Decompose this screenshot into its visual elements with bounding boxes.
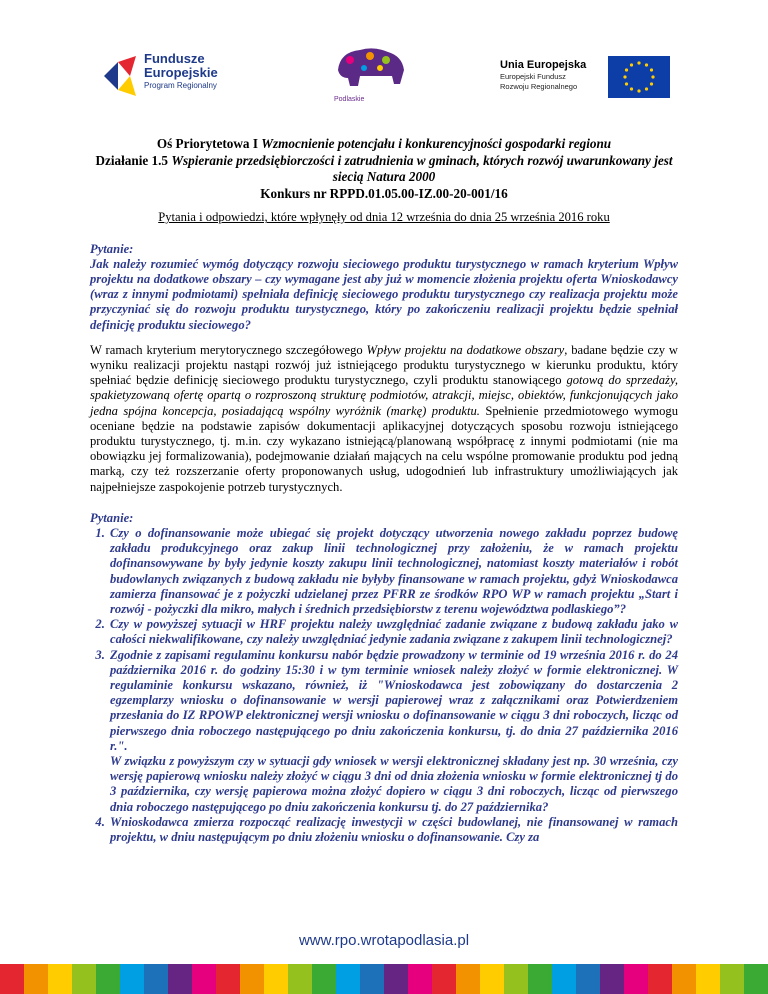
stripe-segment <box>360 964 384 994</box>
stripe-segment <box>48 964 72 994</box>
stripe-segment <box>336 964 360 994</box>
podlaskie-caption: Podlaskie <box>334 96 365 103</box>
stripe-segment <box>240 964 264 994</box>
stripe-segment <box>744 964 768 994</box>
stripe-segment <box>72 964 96 994</box>
question-text: Jak należy rozumieć wymóg dotyczący rozwoju sieciowego produktu turystycznego w ramach kryterium Wpływ projektu na dodatkowe obszary – czy wymagane jest aby już w momencie złożenia projektu oferta Wnioskodawcy (wraz z innymi podmiotami) spełniała definicję sieciowego produktu turystycznego czy realizacja projektu może przyczyniać się do rozwoju produktu turystycznego, który po zakończeniu realizacji projektu będzie spełniał definicję produktu sieciowego? <box>90 256 678 332</box>
bison-icon <box>330 40 410 96</box>
fe-line3: Program Regionalny <box>144 81 217 90</box>
question-label: Pytanie: <box>90 241 134 256</box>
list-item: 2. Czy w powyższej sytuacji w HRF projektu należy uwzględniać zadanie związane z budową zakładu jako w całości niekwalifikowane, czy należy uwzględniać jedynie zadania związane z zakupem linii technologicznej? <box>108 617 678 647</box>
list-item-continuation: W związku z powyższym czy w sytuacji gdy wniosek w wersji elektronicznej składany jest np. 30 września, czy wersję papierową wniosku należy złożyć w ciągu 3 dni od dnia złożenia wniosku w formie elektronicznej tj do 3 października, czy wersję papierowa można złożyć dopiero w ciągu 3 dni roboczych, licząc od pierwszego dnia roboczego następującego po dniu zakończenia konkursu tj. do 27 października? <box>110 754 678 814</box>
ue-line3: Rozwoju Regionalnego <box>500 82 578 91</box>
stripe-segment <box>312 964 336 994</box>
footer-url: www.rpo.wrotapodlasia.pl <box>298 932 470 949</box>
fundusze-europejskie-logo <box>100 48 240 108</box>
stripe-segment <box>672 964 696 994</box>
stripe-segment <box>408 964 432 994</box>
stripe-segment <box>576 964 600 994</box>
stripe-segment <box>624 964 648 994</box>
stripe-segment <box>648 964 672 994</box>
color-stripe <box>0 964 768 994</box>
stripe-segment <box>432 964 456 994</box>
stripe-segment <box>264 964 288 994</box>
list-item: 4. Wnioskodawca zmierza rozpocząć realizację inwestycji w części budowlanej, nie finansowanej w ramach projektu, w dniu następującym po dniu złożeniu wniosku o dofinansowanie. Czy za <box>108 815 678 845</box>
stripe-segment <box>480 964 504 994</box>
logo-bar <box>0 40 768 130</box>
stripe-segment <box>720 964 744 994</box>
stripe-segment <box>456 964 480 994</box>
stripe-segment <box>600 964 624 994</box>
competition-number: Konkurs nr RPPD.01.05.00-IZ.00-20-001/16 <box>260 185 508 201</box>
stripe-segment <box>120 964 144 994</box>
title-line-1 <box>90 136 678 153</box>
list-item: 3. Zgodnie z zapisami regulaminu konkursu nabór będzie prowadzony w terminie od 19 września 2016 r. do 24 października 2016 r. do godziny 15:30 i w tym terminie wniosek należy złożyć w formie elektronicznej. W regulaminie konkursu wskazano, również, iż "Wnioskodawca jest zobowiązany do dostarczenia 2 egzemplarzy wniosku o dofinansowanie w wersji papierowej wraz z załącznikami oraz Potwierdzeniem przesłania do IZ RPOWP elektronicznej wersji wniosku o dofinansowanie w ciągu 3 dni roboczych, licząc od pierwszego dnia roboczego następującego po dniu zakończenia konkursu, tj. do dnia 27 października 2016 r.". W związku z powyższym czy w sytuacji gdy wniosek w wersji elektronicznej składany jest np. 30 września, czy wersję papierową wniosku należy złożyć w ciągu 3 dni od dnia złożenia wniosku w formie elektronicznej tj do 3 października, czy wersję papierowa można złożyć dopiero w ciągu 3 dni roboczych, licząc od pierwszego dnia roboczego następującego po dniu zakończenia konkursu tj. do 27 października? <box>108 648 678 815</box>
measure-name: Wspieranie przedsiębiorczości i zatrudnienia w gminach, których rozwój uwarunkowany jest siecią Natura 2000 <box>171 152 673 185</box>
document-subtitle: Pytania i odpowiedzi, które wpłynęły od dnia 12 września do dnia 25 września 2016 roku <box>158 210 610 225</box>
stripe-segment <box>696 964 720 994</box>
ue-line1: Unia Europejska <box>500 59 587 71</box>
measure-prefix: Działanie 1.5 <box>95 152 172 168</box>
unia-europejska-logo <box>500 50 670 110</box>
stripe-segment <box>168 964 192 994</box>
stripe-segment <box>192 964 216 994</box>
podlaskie-logo <box>330 40 410 110</box>
stripe-segment <box>384 964 408 994</box>
stripe-segment <box>24 964 48 994</box>
ue-line2: Europejski Fundusz <box>500 72 566 81</box>
fe-star-icon <box>100 52 140 100</box>
stripe-segment <box>216 964 240 994</box>
stripe-segment <box>144 964 168 994</box>
stripe-segment <box>504 964 528 994</box>
priority-axis-name: Wzmocnienie potencjału i konkurencyjności gospodarki regionu <box>261 136 612 151</box>
eu-flag-icon <box>608 56 670 98</box>
document-title <box>90 136 678 202</box>
answer-text: W ramach kryterium merytorycznego szczegółowego Wpływ projektu na dodatkowe obszary, badane będzie czy w wyniku realizacji projektu nastąpi rozwój już istniejącego produktu turystycznego w kierunku produktu, który spełniać będzie definicję sieciowego produktu turystycznego, czyli produktu stanowiącego gotową do sprzedaży, spakietyzowaną ofertę opartą o rozproszoną strukturę podmiotów, atrakcji, miejsc, obiektów, funkcjonujących jako jedna spójna koncepcja, posiadającą wspólny wyróżnik (markę) produktu. Spełnienie przedmiotowego wymogu oceniane będzie na podstawie zapisów dokumentacji aplikacyjnej dotyczących sposobu rozwoju istniejącego produktu turystycznego, tj. m.in. czy wykazano istniejącą/planowaną współpracę z innymi podmiotami (nie ma obowiązku jej formalizowania), podejmowanie działań mających na celu wspólne promowanie produktu pod jedną marką, czy też rozszerzanie oferty proponowanych usług, udogodnień lub infrastruktury umożliwiających jak najpełniejsze zaspokojenie potrzeb turystycznych. <box>90 342 679 494</box>
stripe-segment <box>96 964 120 994</box>
question-list <box>90 526 678 845</box>
title-line-2 <box>90 153 678 186</box>
document-body <box>90 136 678 845</box>
stripe-segment <box>552 964 576 994</box>
fe-line1: Fundusze <box>144 51 205 66</box>
list-item: 1. Czy o dofinansowanie może ubiegać się projekt dotyczący utworzenia nowego zakładu poprzez budowę zakładu produkcyjnego oraz zakup linii technologicznej przy założeniu, że w ramach projektu dofinansowywane by były jedynie koszty zakupu linii technologicznej, natomiast koszty materiałów i robót budowlanych związanych z budową zakładu nie byłyby finansowane w ramach projektu, gdyż Wnioskodawca zamierza finansować je z pożyczki udzielanej przez PFRR ze środków RPO WP w ramach projektu „Start i rozwój - pożyczki dla mikro, małych i średnich przedsiębiorstw z terenu województwa podlaskiego”? <box>108 526 678 617</box>
priority-axis-prefix: Oś Priorytetowa I <box>156 136 262 151</box>
stripe-segment <box>288 964 312 994</box>
question-label-2: Pytanie: <box>90 510 134 525</box>
stripe-segment <box>528 964 552 994</box>
stripe-segment <box>0 964 24 994</box>
fe-line2: Europejskie <box>144 65 218 80</box>
